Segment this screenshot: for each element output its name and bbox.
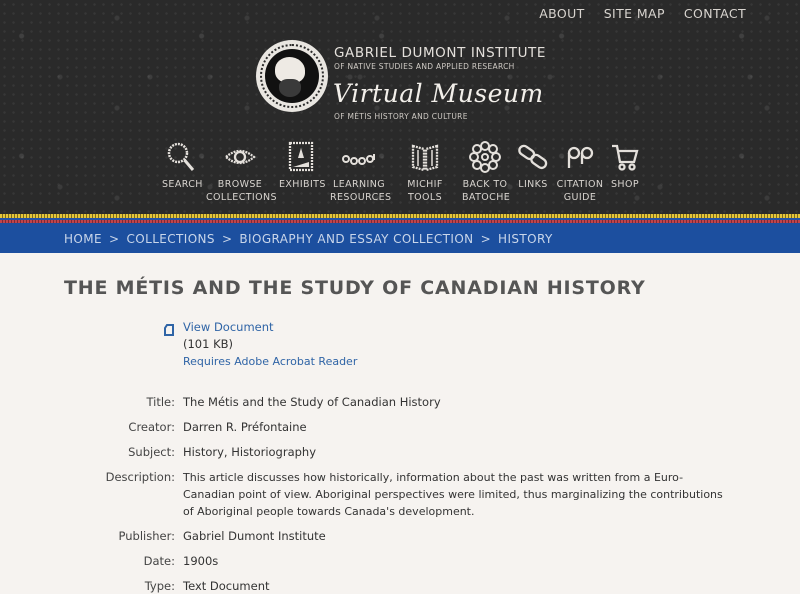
- view-document-link[interactable]: View Document: [183, 320, 274, 334]
- breadcrumb-separator: >: [109, 232, 120, 246]
- meta-label: Date:: [143, 554, 175, 568]
- meta-value: Darren R. Préfontaine: [183, 420, 307, 434]
- meta-value: This article discusses how historically, information about the past was written from a Euro-Canadian point of view. Aboriginal perspectives were limited, thus marginalizing the contributions of Aboriginal people towards Canada's development.: [183, 471, 723, 518]
- meta-value: Gabriel Dumont Institute: [183, 529, 326, 543]
- nav-label: EXHIBITS: [279, 179, 326, 190]
- nav-label: MICHIF: [407, 179, 443, 190]
- meta-label: Subject:: [128, 445, 175, 459]
- meta-label: Title:: [146, 395, 175, 409]
- site-header: [0, 0, 800, 214]
- chain-link-icon: [516, 140, 550, 178]
- top-nav-about[interactable]: ABOUT: [539, 6, 585, 21]
- breadcrumb-separator: >: [480, 232, 492, 246]
- open-book-icon: [405, 140, 445, 178]
- breadcrumb-history[interactable]: HISTORY: [498, 232, 553, 246]
- museum-title[interactable]: Virtual Museum: [333, 79, 544, 108]
- org-subtitle: OF NATIVE STUDIES AND APPLIED RESEARCH: [334, 62, 515, 71]
- main-nav: [0, 140, 800, 212]
- flower-icon: [462, 140, 508, 178]
- document-size: (101 KB): [183, 337, 234, 351]
- page-title: THE MÉTIS AND THE STUDY OF CANADIAN HISTORY: [64, 277, 646, 299]
- nav-browse-collections[interactable]: [206, 140, 277, 204]
- nav-label: TOOLS: [407, 192, 443, 203]
- nav-label: CITATION: [556, 179, 604, 190]
- breadcrumb-bar: [0, 223, 800, 253]
- nav-citation-guide[interactable]: [556, 140, 604, 204]
- meta-label: Description:: [105, 470, 175, 484]
- breadcrumb: [64, 232, 553, 246]
- top-nav-site-map[interactable]: SITE MAP: [603, 6, 665, 21]
- org-name[interactable]: GABRIEL DUMONT INSTITUTE: [334, 45, 547, 61]
- quote-icon: [556, 140, 604, 178]
- nav-label: SEARCH: [162, 179, 203, 190]
- nav-michif-tools[interactable]: [405, 140, 445, 204]
- top-nav-contact[interactable]: CONTACT: [683, 6, 746, 21]
- picture-frame-icon: [279, 140, 323, 178]
- nav-label: BACK TO: [462, 179, 508, 190]
- meta-value: The Métis and the Study of Canadian History: [183, 395, 441, 409]
- breadcrumb-home[interactable]: HOME: [64, 232, 103, 246]
- nav-label: COLLECTIONS: [206, 192, 277, 203]
- breadcrumb-separator: >: [221, 232, 233, 246]
- beads-icon: [330, 140, 388, 178]
- meta-label: Creator:: [128, 420, 175, 434]
- nav-shop[interactable]: [610, 140, 640, 191]
- meta-value: 1900s: [183, 554, 219, 568]
- cart-icon: [610, 140, 640, 178]
- nav-learning-resources[interactable]: [330, 140, 392, 204]
- nav-exhibits[interactable]: [279, 140, 326, 191]
- document-icon[interactable]: [164, 321, 174, 333]
- magnifier-icon: [162, 140, 200, 178]
- meta-value: Text Document: [183, 579, 270, 593]
- nav-links[interactable]: [516, 140, 550, 191]
- top-nav: [520, 6, 746, 22]
- nav-label: LEARNING: [333, 179, 385, 190]
- nav-label: BROWSE: [217, 179, 263, 190]
- nav-label: SHOP: [611, 179, 639, 190]
- nav-label: GUIDE: [563, 192, 597, 203]
- nav-back-to-batoche[interactable]: [462, 140, 511, 204]
- nav-label: BATOCHE: [462, 192, 511, 203]
- portrait-medallion-icon[interactable]: [256, 40, 328, 112]
- nav-search[interactable]: [162, 140, 203, 191]
- nav-label: LINKS: [518, 179, 548, 190]
- eye-icon: [206, 140, 274, 178]
- nav-label: RESOURCES: [330, 192, 392, 203]
- museum-subtitle: OF MÉTIS HISTORY AND CULTURE: [334, 112, 468, 121]
- meta-value: History, Historiography: [183, 445, 317, 459]
- meta-label: Type:: [144, 579, 175, 593]
- acrobat-reader-link[interactable]: Requires Adobe Acrobat Reader: [183, 355, 358, 368]
- breadcrumb-collections[interactable]: COLLECTIONS: [126, 232, 215, 246]
- meta-label: Publisher:: [118, 529, 175, 543]
- breadcrumb-biography-collection[interactable]: BIOGRAPHY AND ESSAY COLLECTION: [239, 232, 474, 246]
